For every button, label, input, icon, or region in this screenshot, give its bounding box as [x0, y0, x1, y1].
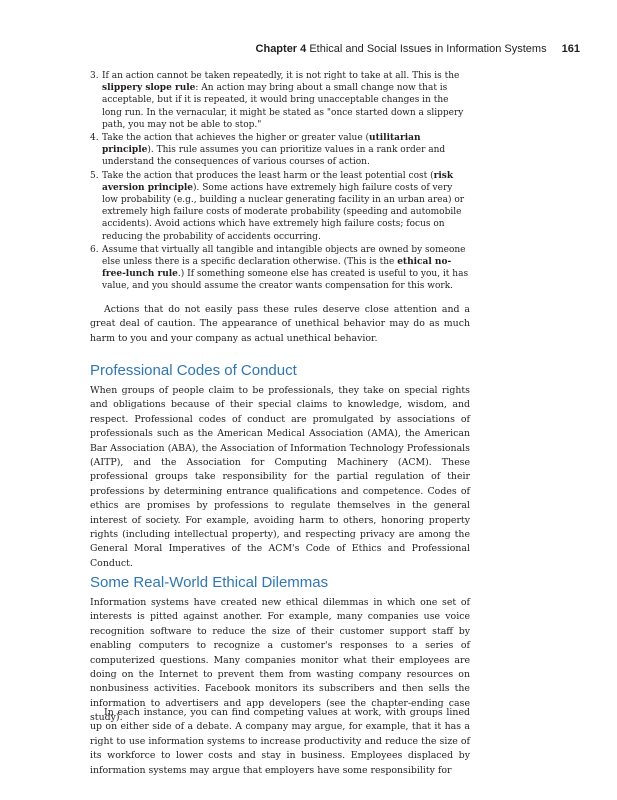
list-item-text: Take the action that achieves the higher or greater value (	[102, 133, 370, 144]
codes-paragraph: When groups of people claim to be professionals, they take on special rights and obligations because of their special claims to knowledge, wisdom, and respect. Professional codes of conduct are promulgated by associations of professionals such as the American Medical Association (AMA), the American Bar Association (ABA), the Association of Information Technology Professionals (AITP), and the Association for Computing Machinery (ACM). These professional groups take responsibility for the partial regulation of their professions by determining entrance qualifications and competence. Codes of ethics are promises by professions to regulate themselves in the general interest of society. For example, avoiding harm to others, honoring property rights (including intellectual property), and respecting privacy are among the General Moral Imperatives of the ACM's Code of Ethics and Professional Conduct.	[90, 385, 470, 569]
running-header	[90, 43, 580, 55]
list-item-text: ). Some actions have extremely high failure costs of very low probability (e.g., building a nuclear generating facility in an urban area) or extremely high failure costs of moderate probability (speeding and automobile accidents). Avoid actions which have extremely high failure costs; focus on reducing the probability of accidents occurring.	[102, 182, 465, 242]
list-item-text: Assume that virtually all tangible and intangible objects are owned by someone else unless there is a specific declaration otherwise. (This is the	[102, 244, 466, 268]
section-heading-codes: Professional Codes of Conduct	[90, 362, 297, 379]
list-item	[90, 132, 470, 169]
key-term: ethical no-free-lunch rule	[102, 257, 452, 280]
list-item-number: 4.	[90, 133, 99, 144]
list-item-text: If an action cannot be taken repeatedly, it is not right to take at all. This is the	[102, 71, 460, 81]
dilemmas-paragraph-1: Information systems have created new ethical dilemmas in which one set of interests is pitted against another. For example, many companies use voice recognition software to reduce the size of their customer support staff by enabling computers to recognize a customer's responses to a series of computerized questions. Many companies monitor what their employees are doing on the Internet to prevent them from wasting company resources on nonbusiness activities. Facebook monitors its subscribers and then sells the information to advertisers and app developers (see the chapter-ending case study).	[90, 597, 470, 724]
key-term: utilitarian principle	[102, 133, 421, 156]
list-item	[90, 170, 470, 243]
section-heading-dilemmas: Some Real-World Ethical Dilemmas	[90, 574, 329, 591]
list-item	[90, 70, 470, 131]
key-term: slippery slope rule	[102, 83, 196, 94]
list-item-number: 5.	[90, 170, 99, 181]
ethical-rules-list	[90, 70, 470, 294]
page-number: 161	[561, 43, 580, 55]
caution-paragraph: Actions that do not easily pass these rules deserve close attention and a great deal of caution. The appearance of unethical behavior may do as much harm to you and your company as actual unethical behavior.	[90, 304, 470, 344]
list-item	[90, 244, 470, 293]
list-item-text: : An action may bring about a small change now that is acceptable, but if it is repeated, it would bring unacceptable changes in the long run. In the vernacular, it might be stated as "once started down a slippery path, you may not be able to stop."	[102, 83, 464, 130]
list-item-text: .) If something someone else has created is useful to you, it has value, and you should assume the creator wants compensation for this work.	[102, 269, 469, 292]
dilemmas-paragraph-2: In each instance, you can find competing values at work, with groups lined up on either side of a debate. A company may argue, for example, that it has a right to use information systems to increase productivity and reduce the size of its workforce to lower costs and stay in business. Employees displaced by information systems may argue that employers have some responsibility for	[90, 707, 470, 776]
key-term: risk aversion principle	[102, 170, 454, 193]
list-item-text: ). This rule assumes you can prioritize values in a rank order and understand the consequences of various courses of action.	[102, 145, 446, 168]
list-item-text: Take the action that produces the least harm or the least potential cost (	[102, 170, 434, 181]
chapter-label: Chapter 4	[255, 43, 307, 55]
chapter-title: Ethical and Social Issues in Information Systems	[309, 43, 547, 55]
list-item-number: 3.	[90, 71, 99, 81]
list-item-number: 6.	[90, 244, 99, 255]
